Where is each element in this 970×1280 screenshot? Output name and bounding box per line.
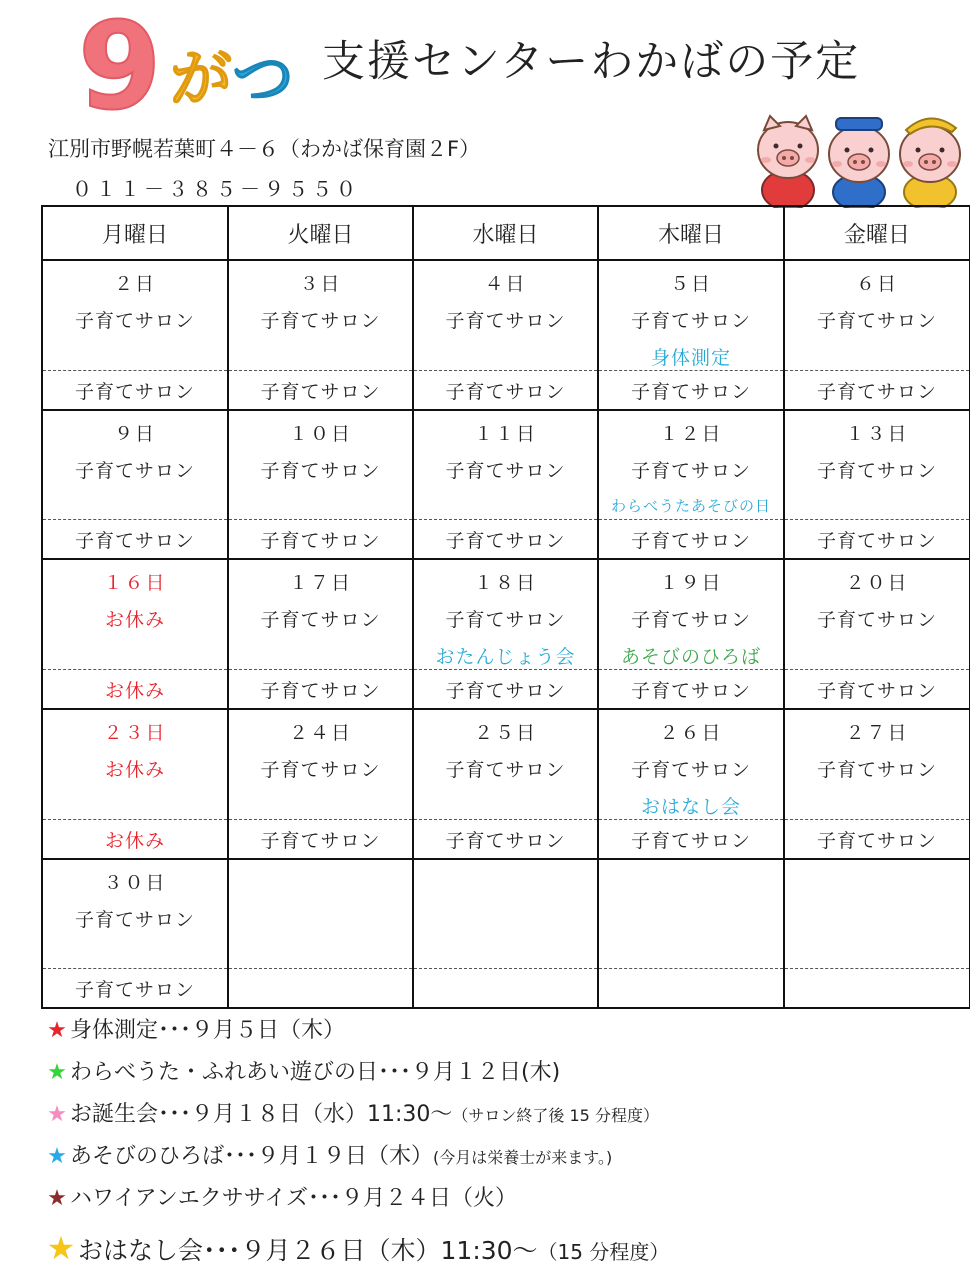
afternoon-event: 子育てサロン: [228, 520, 413, 560]
day-cell: [598, 260, 784, 371]
special-event: 身体測定: [650, 347, 731, 369]
day-cell: [413, 410, 598, 520]
day-number: ３０日: [103, 872, 167, 894]
week-5-afternoon-row: [42, 969, 970, 1009]
morning-event: 子育てサロン: [74, 310, 195, 332]
legend-text: お誕生会･･･９月１８日（水）11:30～: [70, 1102, 453, 1127]
day-number: ２３日: [103, 722, 167, 744]
afternoon-event: 子育てサロン: [784, 820, 970, 860]
empty-day-cell: [413, 859, 598, 969]
week-3-afternoon-row: [42, 670, 970, 710]
week-2-afternoon-row: [42, 520, 970, 560]
day-number: ９日: [113, 423, 156, 445]
star-icon: ★: [47, 1060, 67, 1085]
month-logo: [74, 8, 314, 118]
day-cell: [598, 410, 784, 520]
day-cell: [228, 260, 413, 371]
afternoon-event: 子育てサロン: [413, 520, 598, 560]
day-number: ２日: [113, 273, 156, 295]
afternoon-event: 子育てサロン: [784, 520, 970, 560]
day-cell: [42, 559, 228, 670]
legend-item: [44, 1181, 517, 1212]
header: [0, 0, 970, 205]
day-cell: [42, 260, 228, 371]
empty-day-cell: [598, 859, 784, 969]
day-cell: [784, 260, 970, 371]
month-number: 9: [78, 8, 162, 118]
week-2-morning-row: [42, 410, 970, 520]
morning-event: 子育てサロン: [445, 609, 566, 631]
day-number: １８日: [473, 572, 537, 594]
week-4-afternoon-row: [42, 820, 970, 860]
legend-item: [44, 1055, 560, 1086]
weekday-friday: 金曜日: [784, 206, 970, 260]
day-cell: [784, 709, 970, 820]
star-icon: ★: [46, 1229, 76, 1267]
afternoon-event: お休み: [42, 820, 228, 860]
empty-day-cell: [228, 859, 413, 969]
month-suffix: がつ: [170, 42, 295, 115]
morning-event: 子育てサロン: [445, 460, 566, 482]
day-cell: [42, 709, 228, 820]
morning-event: 子育てサロン: [260, 460, 381, 482]
special-event: わらべうたあそびの日: [610, 497, 771, 515]
morning-event: 子育てサロン: [74, 909, 195, 931]
morning-event: 子育てサロン: [260, 759, 381, 781]
day-cell: [784, 410, 970, 520]
morning-event: 子育てサロン: [630, 609, 751, 631]
afternoon-event: 子育てサロン: [228, 820, 413, 860]
empty-afternoon-cell: [784, 969, 970, 1009]
legend-note: (今月は栄養士が来ます。): [433, 1148, 613, 1167]
empty-afternoon-cell: [413, 969, 598, 1009]
empty-afternoon-cell: [598, 969, 784, 1009]
morning-event: 子育てサロン: [816, 609, 937, 631]
morning-event: 子育てサロン: [816, 759, 937, 781]
afternoon-event: 子育てサロン: [413, 670, 598, 710]
legend-text: 身体測定･･･９月５日（木）: [70, 1018, 346, 1043]
weekday-wednesday: 水曜日: [413, 206, 598, 260]
morning-event: 子育てサロン: [260, 310, 381, 332]
legend-note: （サロン終了後 15 分程度）: [452, 1106, 659, 1125]
day-cell: [42, 859, 228, 969]
afternoon-event: 子育てサロン: [598, 520, 784, 560]
star-icon: ★: [47, 1144, 67, 1169]
morning-event: 子育てサロン: [630, 460, 751, 482]
week-1-afternoon-row: [42, 371, 970, 411]
phone-number: ０１１－３８５－９５５０: [72, 177, 360, 201]
morning-event: お休み: [104, 759, 165, 781]
address: 江別市野幌若葉町４－６（わかば保育園２F）: [48, 137, 481, 161]
afternoon-event: 子育てサロン: [228, 371, 413, 411]
morning-event: お休み: [104, 609, 165, 631]
day-number: ２５日: [473, 722, 537, 744]
legend-text: わらべうた・ふれあい遊びの日･･･９月１２日(木): [70, 1060, 561, 1085]
day-cell: [42, 410, 228, 520]
day-number: １６日: [103, 572, 167, 594]
star-icon: ★: [47, 1018, 67, 1043]
afternoon-event: 子育てサロン: [413, 371, 598, 411]
afternoon-event: 子育てサロン: [598, 371, 784, 411]
day-number: １２日: [659, 423, 723, 445]
afternoon-event: 子育てサロン: [598, 670, 784, 710]
legend-text: おはなし会･･･９月２６日（木）11:30～: [78, 1236, 538, 1265]
day-number: ２７日: [845, 722, 909, 744]
week-3-morning-row: [42, 559, 970, 670]
day-number: ３日: [299, 273, 342, 295]
legend-item: [44, 1229, 669, 1267]
empty-afternoon-cell: [228, 969, 413, 1009]
weekday-monday: 月曜日: [42, 206, 228, 260]
special-event: おはなし会: [640, 796, 741, 818]
morning-event: 子育てサロン: [445, 759, 566, 781]
day-cell: [413, 709, 598, 820]
legend-note: （15 分程度）: [537, 1240, 670, 1264]
day-cell: [228, 709, 413, 820]
legend-item: [44, 1013, 345, 1044]
legend-text: ハワイアンエクササイズ･･･９月２４日（火）: [70, 1186, 518, 1211]
calendar-table: [41, 205, 970, 1009]
afternoon-event: 子育てサロン: [784, 670, 970, 710]
morning-event: 子育てサロン: [445, 310, 566, 332]
special-event: あそびのひろば: [620, 646, 761, 668]
day-number: １７日: [288, 572, 352, 594]
day-number: １９日: [659, 572, 723, 594]
week-1-morning-row: [42, 260, 970, 371]
three-pigs-illustration-icon: [752, 108, 966, 208]
day-number: ５日: [669, 273, 712, 295]
legend-item: [44, 1097, 659, 1128]
afternoon-event: 子育てサロン: [42, 520, 228, 560]
star-icon: ★: [47, 1102, 67, 1127]
morning-event: 子育てサロン: [630, 759, 751, 781]
legend-text: あそびのひろば･･･９月１９日（木）: [70, 1144, 434, 1169]
weekday-thursday: 木曜日: [598, 206, 784, 260]
day-number: ６日: [855, 273, 898, 295]
afternoon-event: お休み: [42, 670, 228, 710]
week-5-morning-row: [42, 859, 970, 969]
day-cell: [413, 559, 598, 670]
afternoon-event: 子育てサロン: [42, 969, 228, 1009]
weekday-header-row: [42, 206, 970, 260]
afternoon-event: 子育てサロン: [413, 820, 598, 860]
page-title: 支援センターわかばの予定: [322, 37, 861, 87]
star-icon: ★: [47, 1186, 67, 1211]
day-number: １１日: [473, 423, 537, 445]
afternoon-event: 子育てサロン: [784, 371, 970, 411]
morning-event: 子育てサロン: [74, 460, 195, 482]
day-cell: [784, 559, 970, 670]
morning-event: 子育てサロン: [260, 609, 381, 631]
day-number: ２６日: [659, 722, 723, 744]
empty-day-cell: [784, 859, 970, 969]
day-cell: [598, 709, 784, 820]
day-cell: [228, 410, 413, 520]
legend-item: [44, 1139, 612, 1170]
day-number: ２４日: [288, 722, 352, 744]
special-event: おたんじょう会: [435, 646, 576, 668]
afternoon-event: 子育てサロン: [228, 670, 413, 710]
day-number: ２０日: [845, 572, 909, 594]
morning-event: 子育てサロン: [816, 460, 937, 482]
day-number: ４日: [484, 273, 527, 295]
weekday-tuesday: 火曜日: [228, 206, 413, 260]
day-number: １３日: [845, 423, 909, 445]
day-cell: [413, 260, 598, 371]
day-cell: [228, 559, 413, 670]
afternoon-event: 子育てサロン: [42, 371, 228, 411]
day-number: １０日: [288, 423, 352, 445]
morning-event: 子育てサロン: [630, 310, 751, 332]
week-4-morning-row: [42, 709, 970, 820]
day-cell: [598, 559, 784, 670]
morning-event: 子育てサロン: [816, 310, 937, 332]
afternoon-event: 子育てサロン: [598, 820, 784, 860]
